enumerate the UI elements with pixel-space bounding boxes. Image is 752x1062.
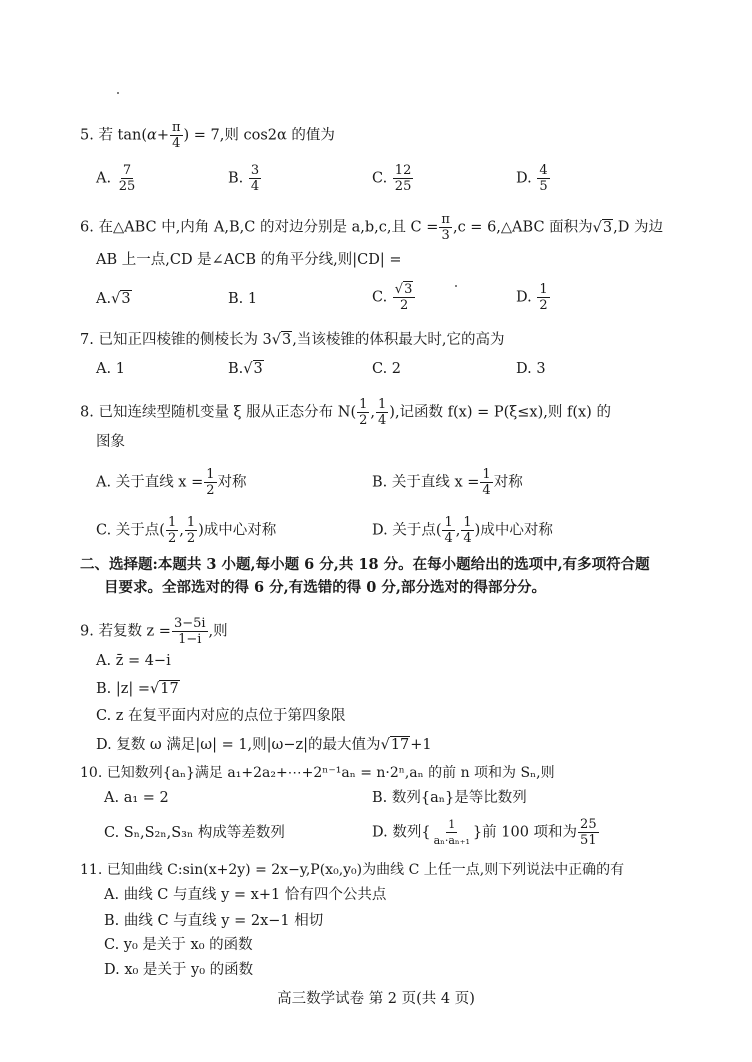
question-9-option-d: D. 复数 ω 满足|ω| = 1,则|ω−z|的最大值为√17+1 [96,737,432,753]
question-9-option-c: C. z 在复平面内对应的点位于第四象限 [96,708,346,724]
question-7-option-b: B.√3 [228,361,263,377]
question-9-option-b: B. |z| =√17 [96,681,179,697]
section-2-heading: 二、选择题:本题共 3 小题,每小题 6 分,共 18 分。在每小题给出的选项中,有多项符合题 [80,556,650,573]
question-9-option-a: A. z̄ = 4−i [96,653,171,669]
question-6-option-b: B. 1 [228,291,258,307]
question-11-option-d: D. x₀ 是关于 y₀ 的函数 [104,962,254,978]
question-11-stem: 11. 已知曲线 C:sin(x+2y) = 2x−y,P(x₀,y₀)为曲线 C 上任一点,则下列说法中正确的有 [80,862,625,878]
question-5-option-c: C. $\frac{12}{25}$ [372,163,412,194]
page-footer: 高三数学试卷 第 2 页(共 4 页) [277,991,475,1007]
section-2-heading-line2: 目要求。全部选对的得 6 分,有选错的得 0 分,部分选对的得部分分。 [104,579,546,596]
question-5-option-b: B. $\frac{3}{4}$ [228,163,260,194]
question-5-option-a: A. $\frac{7}{25}$ [96,163,136,194]
question-7-option-a: A. 1 [96,361,125,377]
question-7-option-d: D. 3 [516,361,546,377]
scan-speck [117,92,119,94]
question-6-option-a: A.√3 [96,291,131,307]
scan-speck [455,285,457,287]
question-6-stem: 6. 在△ABC 中,内角 A,B,C 的对边分别是 a,b,c,且 C = $\frac{\pi}{3}$ ,c = 6,△ABC 面积为√3,D 为边 [80,212,663,243]
question-10-option-c: C. Sₙ,S₂ₙ,S₃ₙ 构成等差数列 [104,825,285,841]
question-6-option-c: C. $\frac{√3}{2}$ [372,282,416,313]
question-5-stem: 5. 若 tan(α+ $\frac{\pi}{4}$ ) = 7,则 cos2α 的值为 [80,120,335,151]
question-10-stem: 10. 已知数列{aₙ}满足 a₁+2a₂+⋯+2ⁿ⁻¹aₙ = n·2ⁿ,aₙ 的前 n 项和为 Sₙ,则 [80,765,555,781]
question-8-option-b: B. 关于直线 x = $\frac{1}{4}$ 对称 [372,467,523,498]
question-10-option-d: D. 数列{ $\frac{1}{\text{aₙ·aₙ₊₁}}$ }前 100 项和为 $\frac{25}{51}$ [372,817,597,848]
question-5-option-d: D. $\frac{4}{5}$ [516,163,548,194]
question-6-stem-line2: AB 上一点,CD 是∠ACB 的角平分线,则|CD| = [96,252,402,268]
question-7-option-c: C. 2 [372,361,402,377]
question-8-option-d: D. 关于点( $\frac{1}{4}$ , $\frac{1}{4}$ )成中心对称 [372,515,553,546]
question-8-option-a: A. 关于直线 x = $\frac{1}{2}$ 对称 [96,467,247,498]
question-8-stem-line2: 图象 [96,434,125,450]
question-11-option-c: C. y₀ 是关于 x₀ 的函数 [104,937,253,953]
question-10-option-b: B. 数列{aₙ}是等比数列 [372,790,527,806]
question-11-option-b: B. 曲线 C 与直线 y = 2x−1 相切 [104,913,324,929]
question-8-option-c: C. 关于点( $\frac{1}{2}$ , $\frac{1}{2}$ )成中心对称 [96,515,277,546]
question-11-option-a: A. 曲线 C 与直线 y = x+1 恰有四个公共点 [104,887,387,903]
question-9-stem: 9. 若复数 z = $\frac{3-5i}{1-i}$ ,则 [80,616,228,647]
question-8-stem: 8. 已知连续型随机变量 ξ 服从正态分布 N( $\frac{1}{2}$ , $\frac{1}{4}$ ),记函数 f(x) = P(ξ≤x),则 f(x) 的 [80,397,611,428]
question-7-stem: 7. 已知正四棱锥的侧棱长为 3√3,当该棱锥的体积最大时,它的高为 [80,332,505,348]
question-10-option-a: A. a₁ = 2 [104,790,169,806]
question-6-option-d: D. $\frac{1}{2}$ [516,282,548,313]
